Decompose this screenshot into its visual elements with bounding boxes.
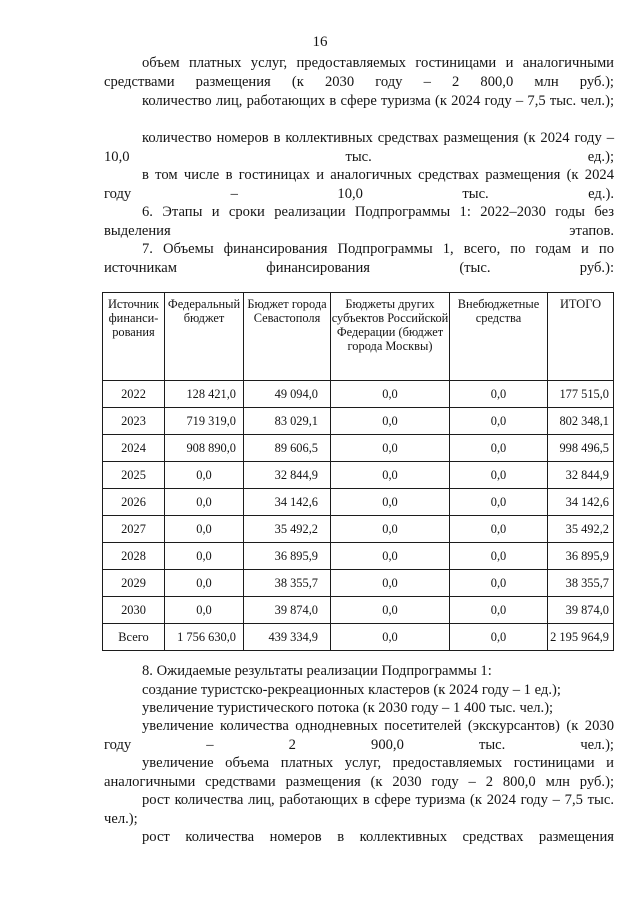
cell-year: 2030 <box>103 597 165 624</box>
cell-extrabudget: 0,0 <box>450 543 548 570</box>
paragraph-rooms-growth: рост количества номеров в коллективных средствах размещения <box>142 829 614 845</box>
cell-federal: 0,0 <box>165 462 244 489</box>
cell-total: 36 895,9 <box>548 543 614 570</box>
table-row <box>103 489 614 516</box>
cell-year: 2022 <box>103 381 165 408</box>
cell-extrabudget: 0,0 <box>450 489 548 516</box>
cell-federal: 1 756 630,0 <box>165 624 244 651</box>
header-source: Источник финанси-рования <box>103 293 165 381</box>
table-row <box>103 516 614 543</box>
cell-sevastopol: 39 874,0 <box>244 597 331 624</box>
cell-extrabudget: 0,0 <box>450 516 548 543</box>
header-extrabudget: Внебюджетные средства <box>450 293 548 381</box>
cell-year: 2028 <box>103 543 165 570</box>
cell-other-subjects: 0,0 <box>331 624 450 651</box>
cell-total: 2 195 964,9 <box>548 624 614 651</box>
cell-total: 32 844,9 <box>548 462 614 489</box>
paragraph-room-count: количество номеров в коллективных средствах размещения (к 2024 году – 10,0 тыс. ед.); <box>104 130 614 165</box>
table-row <box>103 597 614 624</box>
cell-total: 998 496,5 <box>548 435 614 462</box>
table-row <box>103 408 614 435</box>
cell-total: 177 515,0 <box>548 381 614 408</box>
header-sevastopol: Бюджет города Севастополя <box>244 293 331 381</box>
table-row <box>103 381 614 408</box>
cell-extrabudget: 0,0 <box>450 570 548 597</box>
cell-extrabudget: 0,0 <box>450 381 548 408</box>
paragraph-tourist-flow: увеличение туристического потока (к 2030 году – 1 400 тыс. чел.); <box>142 700 554 716</box>
cell-year: 2025 <box>103 462 165 489</box>
paragraph-one-day-visitors: увеличение количества однодневных посетителей (экскурсантов) (к 2030 году – 2 900,0 тыс. чел.); <box>104 718 614 753</box>
paragraph-stages: 6. Этапы и сроки реализации Подпрограммы 1: 2022–2030 годы без выделения этапов. <box>104 204 614 239</box>
cell-total: 38 355,7 <box>548 570 614 597</box>
cell-other-subjects: 0,0 <box>331 489 450 516</box>
cell-other-subjects: 0,0 <box>331 570 450 597</box>
cell-sevastopol: 34 142,6 <box>244 489 331 516</box>
cell-total-label: Всего <box>103 624 165 651</box>
header-total: ИТОГО <box>548 293 614 381</box>
cell-year: 2029 <box>103 570 165 597</box>
cell-extrabudget: 0,0 <box>450 462 548 489</box>
cell-other-subjects: 0,0 <box>331 516 450 543</box>
cell-year: 2023 <box>103 408 165 435</box>
cell-other-subjects: 0,0 <box>331 381 450 408</box>
cell-other-subjects: 0,0 <box>331 435 450 462</box>
cell-year: 2024 <box>103 435 165 462</box>
cell-other-subjects: 0,0 <box>331 408 450 435</box>
cell-extrabudget: 0,0 <box>450 597 548 624</box>
cell-federal: 719 319,0 <box>165 408 244 435</box>
table-header-row <box>103 293 614 381</box>
table-row <box>103 435 614 462</box>
cell-federal: 0,0 <box>165 543 244 570</box>
table-row <box>103 462 614 489</box>
cell-sevastopol: 35 492,2 <box>244 516 331 543</box>
cell-sevastopol: 38 355,7 <box>244 570 331 597</box>
cell-total: 34 142,6 <box>548 489 614 516</box>
table-row <box>103 570 614 597</box>
header-other-subjects: Бюджеты других субъектов Российской Федерации (бюджет города Москвы) <box>331 293 450 381</box>
page-number: 16 <box>312 34 328 50</box>
table-row <box>103 543 614 570</box>
paragraph-workers-growth: рост количества лиц, работающих в сфере туризма (к 2024 году – 7,5 тыс. чел.); <box>104 792 614 827</box>
cell-federal: 0,0 <box>165 597 244 624</box>
cell-total: 802 348,1 <box>548 408 614 435</box>
paragraph-paid-services: объем платных услуг, предоставляемых гостиницами и аналогичными средствами размещения (к 2030 году – 2 800,0 млн руб.); <box>104 55 614 90</box>
cell-extrabudget: 0,0 <box>450 435 548 462</box>
cell-sevastopol: 439 334,9 <box>244 624 331 651</box>
cell-sevastopol: 36 895,9 <box>244 543 331 570</box>
cell-sevastopol: 32 844,9 <box>244 462 331 489</box>
cell-other-subjects: 0,0 <box>331 597 450 624</box>
cell-total: 35 492,2 <box>548 516 614 543</box>
cell-federal: 908 890,0 <box>165 435 244 462</box>
financing-table <box>102 292 614 651</box>
header-federal: Федеральный бюджет <box>165 293 244 381</box>
cell-other-subjects: 0,0 <box>331 462 450 489</box>
cell-extrabudget: 0,0 <box>450 408 548 435</box>
cell-other-subjects: 0,0 <box>331 543 450 570</box>
cell-year: 2026 <box>103 489 165 516</box>
paragraph-clusters: создание туристско-рекреационных кластеров (к 2024 году – 1 ед.); <box>142 682 561 698</box>
paragraph-paid-services-growth: увеличение объема платных услуг, предоставляемых гостиницами и аналогичными средствами размещения (к 2030 году – 2 800,0 млн руб.); <box>104 755 614 790</box>
cell-year: 2027 <box>103 516 165 543</box>
cell-sevastopol: 83 029,1 <box>244 408 331 435</box>
paragraph-hotel-rooms: в том числе в гостиницах и аналогичных средствах размещения (к 2024 году – 10,0 тыс. ед.). <box>104 167 614 202</box>
cell-federal: 0,0 <box>165 489 244 516</box>
cell-federal: 128 421,0 <box>165 381 244 408</box>
cell-total: 39 874,0 <box>548 597 614 624</box>
cell-federal: 0,0 <box>165 516 244 543</box>
paragraph-tourism-workers: количество лиц, работающих в сфере туризма (к 2024 году – 7,5 тыс. чел.); <box>142 93 614 109</box>
paragraph-financing: 7. Объемы финансирования Подпрограммы 1, всего, по годам и по источникам финансирования (тыс. руб.): <box>104 241 614 276</box>
paragraph-results-heading: 8. Ожидаемые результаты реализации Подпрограммы 1: <box>142 663 492 679</box>
cell-federal: 0,0 <box>165 570 244 597</box>
cell-sevastopol: 49 094,0 <box>244 381 331 408</box>
cell-sevastopol: 89 606,5 <box>244 435 331 462</box>
cell-extrabudget: 0,0 <box>450 624 548 651</box>
table-total-row <box>103 624 614 651</box>
